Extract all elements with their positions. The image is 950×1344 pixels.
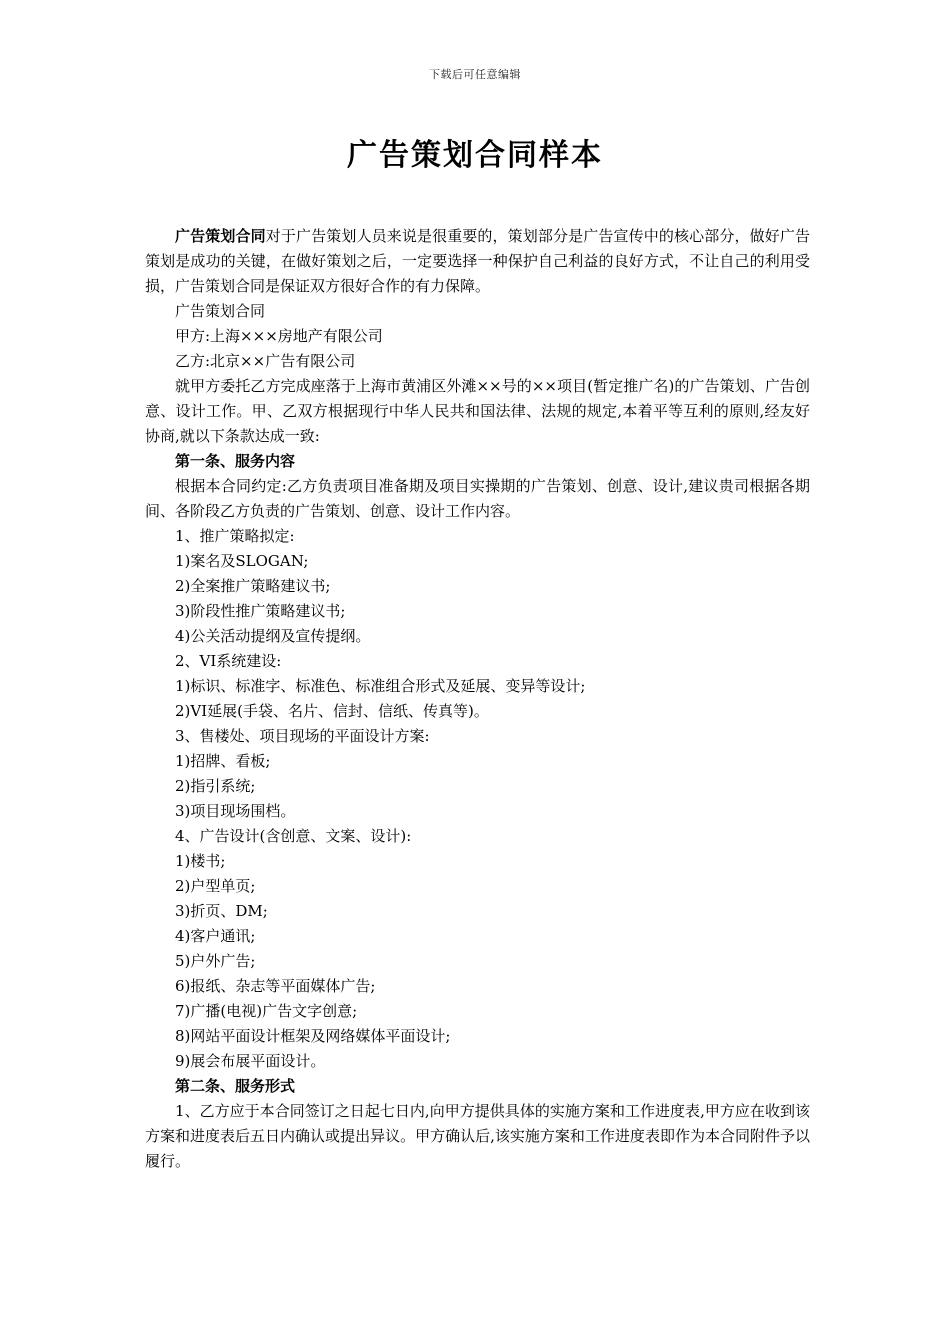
list-item: 1、推广策略拟定: (175, 527, 295, 545)
document-body (145, 224, 810, 1174)
list-item: 2)全案推广策略建议书; (175, 577, 331, 595)
party-b: 乙方:北京××广告有限公司 (175, 352, 356, 370)
contract-label: 广告策划合同 (175, 302, 266, 320)
page-title: 广告策划合同样本 (347, 138, 603, 173)
list-item: 2)VI延展(手袋、名片、信封、信纸、传真等)。 (175, 702, 489, 720)
list-item: 4)公关活动提纲及宣传提纲。 (175, 627, 371, 645)
intro-paragraph (145, 224, 810, 299)
list-item: 9)展会布展平面设计。 (175, 1052, 326, 1070)
intro-text: 对于广告策划人员来说是很重要的，策划部分是广告宣传中的核心部分，做好广告策划是成功的关键，在做好策划之后，一定要选择一种保护自己利益的良好方式，不让自己的利用受损，广告策划合同是保证双方很好合作的有力保障。 (145, 227, 810, 295)
list-item: 8)网站平面设计框架及网络媒体平面设计; (175, 1027, 451, 1045)
list-item: 4)客户通讯; (175, 927, 256, 945)
list-item: 3)项目现场围档。 (175, 802, 296, 820)
list-item: 1)标识、标准字、标准色、标准组合形式及延展、变异等设计; (175, 677, 586, 695)
list-item: 3)折页、DM; (175, 902, 268, 920)
list-item: 2、VI系统建设: (175, 652, 282, 670)
list-item: 4、广告设计(含创意、文案、设计): (175, 827, 412, 845)
header-note: 下载后可任意编辑 (429, 68, 521, 81)
list-item: 1)案名及SLOGAN; (175, 552, 309, 570)
list-item: 1)招牌、看板; (175, 752, 271, 770)
list-item: 2)户型单页; (175, 877, 256, 895)
article1-intro: 根据本合同约定:乙方负责项目准备期及项目实操期的广告策划、创意、设计,建议贵司根据各期间、各阶段乙方负责的广告策划、创意、设计工作内容。 (145, 477, 810, 520)
list-item: 2)指引系统; (175, 777, 256, 795)
preamble-paragraph: 就甲方委托乙方完成座落于上海市黄浦区外滩××号的××项目(暂定推广名)的广告策划、广告创意、设计工作。甲、乙双方根据现行中华人民共和国法律、法规的规定,本着平等互利的原则,经友好协商,就以下条款达成一致: (145, 377, 810, 445)
list-item: 6)报纸、杂志等平面媒体广告; (175, 977, 376, 995)
article2-paragraph: 1、乙方应于本合同签订之日起七日内,向甲方提供具体的实施方案和工作进度表,甲方应在收到该方案和进度表后五日内确认或提出异议。甲方确认后,该实施方案和工作进度表即作为本合同附件予以履行。 (145, 1102, 810, 1170)
list-item: 7)广播(电视)广告文字创意; (175, 1002, 358, 1020)
article2-heading: 第二条、服务形式 (175, 1077, 296, 1095)
article1-heading: 第一条、服务内容 (175, 452, 296, 470)
list-item: 3)阶段性推广策略建议书; (175, 602, 346, 620)
list-item: 3、售楼处、项目现场的平面设计方案: (175, 727, 430, 745)
list-item: 5)户外广告; (175, 952, 256, 970)
list-item: 1)楼书; (175, 852, 226, 870)
intro-lead: 广告策划合同 (175, 227, 266, 245)
party-a: 甲方:上海×××房地产有限公司 (175, 327, 383, 345)
